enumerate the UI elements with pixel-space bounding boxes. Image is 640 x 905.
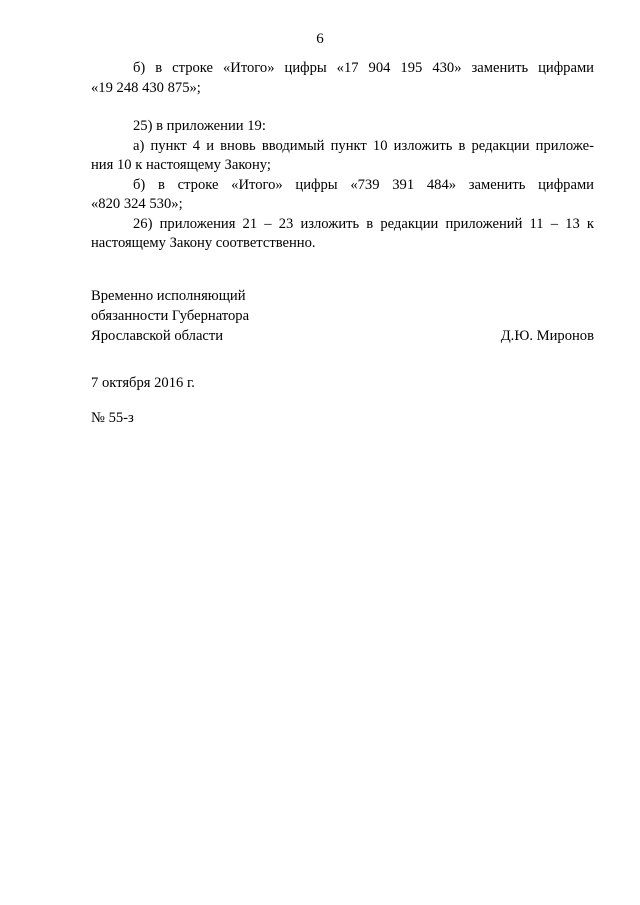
paragraph-itogo-line1: б) в строке «Итого» цифры «17 904 195 430» заменить цифрами <box>133 60 594 76</box>
signature-title-line2: обязанности Губернатора <box>91 308 250 324</box>
paragraph-gap <box>91 98 594 117</box>
document-date: 7 октября 2016 г. <box>91 375 195 391</box>
paragraph-item-a-line2: ния 10 к настоящему Закону; <box>91 157 271 173</box>
paragraph-item-b-line1: б) в строке «Итого» цифры «739 391 484» заменить цифрами <box>133 176 594 193</box>
paragraph-item-26-line1: 26) приложения 21 – 23 изложить в редакции приложений 11 – 13 к <box>133 215 594 232</box>
signature-title-line1: Временно исполняющий <box>91 288 246 304</box>
paragraph-item-a-line1: а) пункт 4 и вновь вводимый пункт 10 изложить в редакции приложе- <box>133 137 594 154</box>
signatory-name: Д.Ю. Миронов <box>500 328 594 344</box>
page-number: 6 <box>316 31 324 47</box>
paragraph-item-25: 25) в приложении 19: <box>133 118 266 134</box>
document-body <box>91 59 594 254</box>
signature-block <box>91 286 594 346</box>
paragraph-item-26-line2: настоящему Закону соответственно. <box>91 235 316 251</box>
paragraph-itogo-line2: «19 248 430 875»; <box>91 79 201 96</box>
signature-title-line3: Ярославской области <box>91 328 224 344</box>
law-number: № 55-з <box>91 410 134 426</box>
paragraph-item-b-line2: «820 324 530»; <box>91 196 183 212</box>
signature-row <box>91 326 594 346</box>
